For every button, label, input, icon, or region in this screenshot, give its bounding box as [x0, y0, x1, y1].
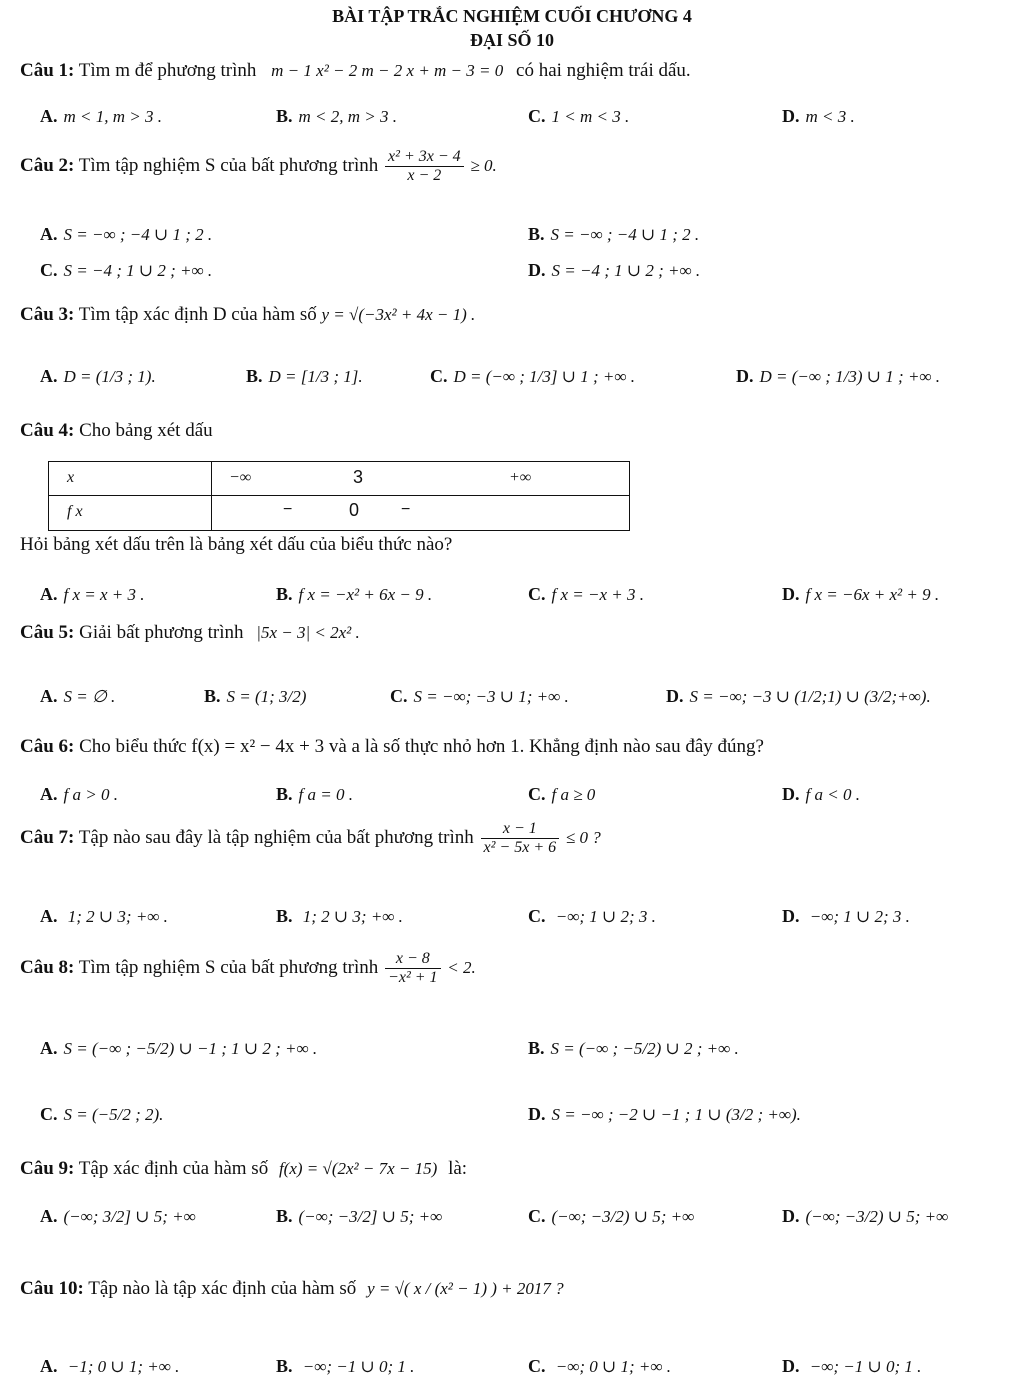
q8-option-c[interactable]: C. S = (−5/2 ; 2). [40, 1104, 164, 1124]
page-title: BÀI TẬP TRẮC NGHIỆM CUỐI CHƯƠNG 4 [332, 6, 692, 26]
q7-option-d[interactable]: D. −∞; 1 ∪ 2; 3 . [782, 906, 910, 926]
question-text: Tập xác định của hàm số [78, 1158, 269, 1179]
q10-option-c[interactable]: C. −∞; 0 ∪ 1; +∞ . [528, 1356, 671, 1376]
q2-option-b[interactable]: B. S = −∞ ; −4 ∪ 1 ; 2 . [528, 224, 700, 244]
q3-option-d[interactable]: D. D = (−∞ ; 1/3) ∪ 1 ; +∞ . [736, 366, 941, 386]
question-label: Câu 8: [20, 956, 75, 978]
q4-option-c[interactable]: C. f x = −x + 3 . [528, 584, 644, 604]
question-tail: là: [448, 1158, 468, 1179]
q9-option-a[interactable]: A. (−∞; 3/2] ∪ 5; +∞ [40, 1206, 196, 1226]
question-label: Câu 5: [20, 622, 75, 643]
question-5 [20, 622, 360, 644]
question-10 [20, 1278, 564, 1300]
q1-option-b[interactable]: B. m < 2, m > 3 . [276, 106, 398, 126]
q10-option-d[interactable]: D. −∞; −1 ∪ 0; 1 . [782, 1356, 922, 1376]
q2-option-c[interactable]: C. S = −4 ; 1 ∪ 2 ; +∞ . [40, 260, 213, 280]
question-9 [20, 1158, 467, 1180]
question-text: Giải bất phương trình [79, 622, 244, 643]
q9-option-c[interactable]: C. (−∞; −3/2) ∪ 5; +∞ [528, 1206, 695, 1226]
relation: < 2. [447, 957, 476, 977]
question-text: Tập nào sau đây là tập nghiệm của bất phương trình [78, 826, 474, 848]
table-cell: −∞ [229, 469, 252, 486]
question-text: Tìm m để phương trình [78, 60, 257, 81]
q6-option-c[interactable]: C. f a ≥ 0 [528, 784, 596, 804]
q7-option-c[interactable]: C. −∞; 1 ∪ 2; 3 . [528, 906, 656, 926]
question-text: Cho bảng xét dấu [79, 420, 213, 441]
q7-option-a[interactable]: A. 1; 2 ∪ 3; +∞ . [40, 906, 168, 926]
question-2 [20, 148, 497, 185]
page-subtitle: ĐẠI SỐ 10 [469, 30, 554, 50]
q4-option-b[interactable]: B. f x = −x² + 6x − 9 . [276, 584, 433, 604]
question-expression: m − 1 x² − 2 m − 2 x + m − 3 = 0 [271, 61, 504, 80]
q5-option-a[interactable]: A. S = ∅ . [40, 686, 116, 706]
table-cell: f x [67, 503, 83, 520]
question-tail: có hai nghiệm trái dấu. [516, 60, 691, 81]
fraction: $\frac{\text{x² + 3x − 4}}{x - 2}$ [385, 148, 464, 185]
question-1 [20, 60, 691, 82]
question-expression: y = √( x / (x² − 1) ) + 2017 ? [367, 1279, 564, 1298]
question-label: Câu 3: [20, 304, 75, 325]
q6-option-d[interactable]: D. f a < 0 . [782, 784, 860, 804]
table-cell: +∞ [509, 469, 532, 486]
fraction: $\frac{x - 1}{\text{x² − 5x + 6}}$ [481, 820, 560, 857]
relation: ≤ 0 ? [565, 827, 601, 847]
q3-option-b[interactable]: B. D = [1/3 ; 1]. [246, 366, 363, 386]
q1-option-d[interactable]: D. m < 3 . [782, 106, 855, 126]
q6-option-a[interactable]: A. f a > 0 . [40, 784, 118, 804]
q6-option-b[interactable]: B. f a = 0 . [276, 784, 353, 804]
q5-option-d[interactable]: D. S = −∞; −3 ∪ (1/2;1) ∪ (3/2;+∞). [666, 686, 931, 706]
question-expression: y = √(−3x² + 4x − 1) . [321, 305, 476, 324]
q1-option-a[interactable]: A. m < 1, m > 3 . [40, 106, 162, 126]
question-label: Câu 1: [20, 60, 75, 81]
q2-option-d[interactable]: D. S = −4 ; 1 ∪ 2 ; +∞ . [528, 260, 701, 280]
question-label: Câu 7: [20, 826, 75, 848]
question-text: Tìm tập xác định D của hàm số [78, 304, 317, 325]
q10-option-a[interactable]: A. −1; 0 ∪ 1; +∞ . [40, 1356, 180, 1376]
q4-option-a[interactable]: A. f x = x + 3 . [40, 584, 145, 604]
question-7 [20, 820, 601, 857]
question-8 [20, 950, 476, 987]
q3-option-a[interactable]: A. D = (1/3 ; 1). [40, 366, 156, 386]
q9-option-d[interactable]: D. (−∞; −3/2) ∪ 5; +∞ [782, 1206, 949, 1226]
sign-table [48, 461, 630, 531]
question-label: Câu 6: [20, 736, 75, 757]
q2-option-a[interactable]: A. S = −∞ ; −4 ∪ 1 ; 2 . [40, 224, 213, 244]
question-expression: f(x) = √(2x² − 7x − 15) [278, 1159, 438, 1178]
question-text: Tập nào là tập xác định của hàm số [88, 1278, 357, 1299]
table-cell: x [67, 469, 75, 486]
question-3 [20, 304, 475, 326]
q1-option-c[interactable]: C. 1 < m < 3 . [528, 106, 630, 126]
q7-option-b[interactable]: B. 1; 2 ∪ 3; +∞ . [276, 906, 403, 926]
q8-option-b[interactable]: B. S = (−∞ ; −5/2) ∪ 2 ; +∞ . [528, 1038, 739, 1058]
q5-option-c[interactable]: C. S = −∞; −3 ∪ 1; +∞ . [390, 686, 569, 706]
question-4-prompt: Hỏi bảng xét dấu trên là bảng xét dấu của biểu thức nào? [20, 534, 453, 555]
q4-option-d[interactable]: D. f x = −6x + x² + 9 . [782, 584, 940, 604]
question-label: Câu 4: [20, 420, 75, 441]
q3-option-c[interactable]: C. D = (−∞ ; 1/3] ∪ 1 ; +∞ . [430, 366, 635, 386]
table-cell: 3 [353, 467, 364, 487]
table-cell: 0 [349, 500, 360, 520]
table-cell: − [401, 501, 411, 518]
question-text: Tìm tập nghiệm S của bất phương trình [78, 154, 379, 176]
question-label: Câu 9: [20, 1158, 75, 1179]
q8-option-a[interactable]: A. S = (−∞ ; −5/2) ∪ −1 ; 1 ∪ 2 ; +∞ . [40, 1038, 318, 1058]
table-cell: − [283, 501, 293, 518]
fraction: $\frac{x - 8}{\text{−x² + 1}}$ [385, 950, 441, 987]
q10-option-b[interactable]: B. −∞; −1 ∪ 0; 1 . [276, 1356, 415, 1376]
question-label: Câu 10: [20, 1278, 84, 1299]
q9-option-b[interactable]: B. (−∞; −3/2] ∪ 5; +∞ [276, 1206, 443, 1226]
question-text: Tìm tập nghiệm S của bất phương trình [78, 956, 379, 978]
question-expression: |5x − 3| < 2x² . [256, 623, 360, 642]
q8-option-d[interactable]: D. S = −∞ ; −2 ∪ −1 ; 1 ∪ (3/2 ; +∞). [528, 1104, 801, 1124]
question-6 [20, 736, 764, 758]
question-label: Câu 2: [20, 154, 75, 176]
question-4 [20, 420, 213, 442]
question-text: Cho biểu thức f(x) = x² − 4x + 3 và a là số thực nhỏ hơn 1. Khẳng định nào sau đây đúng? [79, 736, 764, 757]
relation: ≥ 0. [470, 155, 497, 175]
q5-option-b[interactable]: B. S = (1; 3/2) [204, 686, 307, 706]
